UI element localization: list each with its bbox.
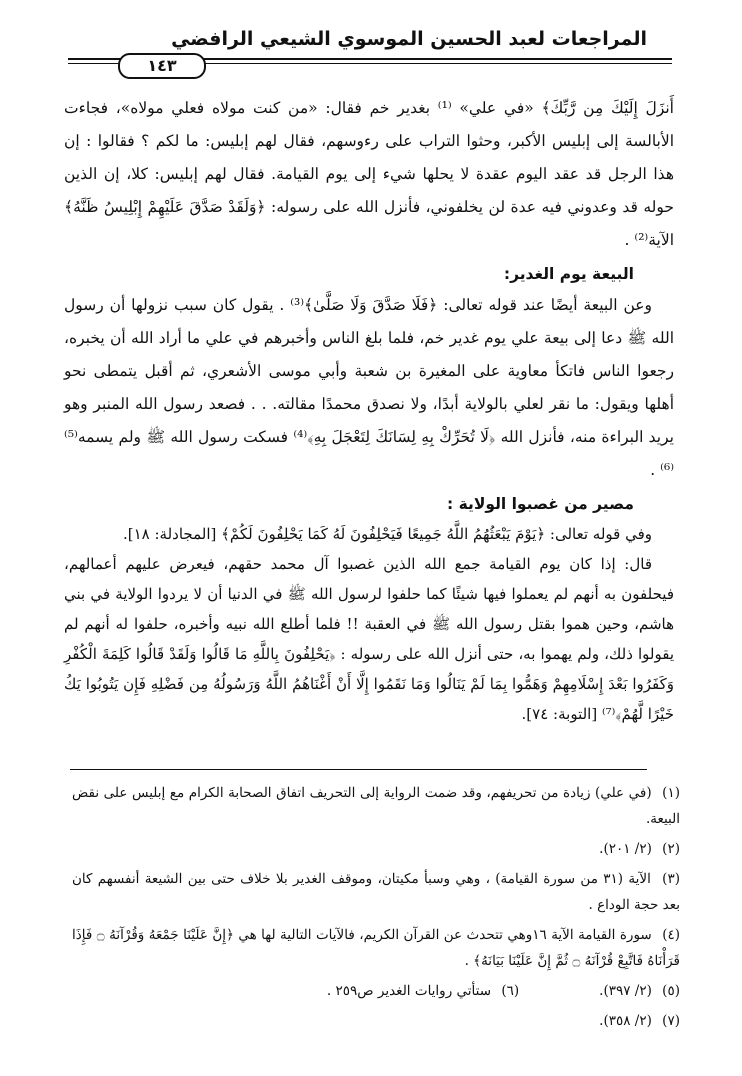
footnote-item bbox=[72, 922, 680, 974]
footnotes bbox=[72, 780, 680, 1038]
footnote-number: (٣) bbox=[662, 871, 680, 887]
paragraph-bayah: وعن البيعة أيضًا عند قوله تعالى: ﴿فَلَا صَدَّقَ وَلَا صَلَّىٰ﴾⁽³⁾ . يقول كان سبب نزولها أن رسول الله ﷺ دعا إلى بيعة علي يوم غدير خم، فلما بلغ الناس وأخبرهم في علي ما أراد الله أن يخبره، رجعوا الناس فاتكأ معاوية على المغيرة بن شعبة وأبي موسى الأشعري، ثم أقبل يتمطى نحو أهلها ويقول: ما نقر لعلي بالولاية أبدًا، ولا نصدق محمدًا مقالته. . . فصعد رسول الله المنبر وهو يريد البراءة منه، فأنزل الله ﴿لَا تُحَرِّكْ بِهِ لِسَانَكَ لِتَعْجَلَ بِهِ﴾⁽⁴⁾ فسكت رسول الله ﷺ ولم يسمه⁽⁵⁾⁽⁶⁾ . bbox=[64, 296, 674, 479]
section-heading-bayah: البيعة يوم الغدير: bbox=[503, 265, 634, 283]
footnote-text: (٢/ ٣٩٧). bbox=[599, 983, 652, 999]
footnote-text: الآية (٣١ من سورة القيامة) ، وهي وسبأ مكيتان، وموقف الغدير بلا خلاف حتى بين الشيعة أنفسهم كان بعد حجة الوداع . bbox=[72, 871, 680, 913]
footnote-item bbox=[72, 866, 680, 918]
footnote-number: (١) bbox=[662, 785, 680, 801]
footnote-item-pair bbox=[72, 978, 680, 1004]
footnote-text: سورة القيامة الآية ١٦وهي تتحدث عن القرآن الكريم، فالآيات التالية لها هي ﴿إِنَّ عَلَيْنَا جَمْعَهُ وَقُرْآنَهُ ۝ فَإِذَا قَرَأْنَاهُ فَاتَّبِعْ قُرْآنَهُ ۝ ثُمَّ إِنَّ عَلَيْنَا بَيَانَهُ﴾ . bbox=[72, 927, 680, 969]
footnote-number: (٤) bbox=[662, 927, 681, 943]
footnote-number: (٧) bbox=[662, 1013, 680, 1029]
page-number: ١٤٣ bbox=[118, 53, 206, 79]
footnote-item bbox=[72, 1008, 680, 1034]
footnote-separator bbox=[70, 769, 647, 770]
footnote-item bbox=[72, 836, 680, 862]
main-text bbox=[64, 92, 674, 729]
page-header bbox=[0, 0, 742, 75]
paragraph-opening: أَنزَلَ إِلَيْكَ مِن رَّبِّكَ﴾ «في علي» ⁽¹⁾ بغدير خم فقال: «من كنت مولاه فعلي مولاه»، فجاءت الأبالسة إلى إبليس الأكبر، وحثوا التراب على رءوسهم، فقال لهم إبليس: ما لكم ؟ فقالوا : إن هذا الرجل قد عقد اليوم عقدة لا يحلها شيء إلى يوم القيامة. فقال لهم إبليس: كلا، إن الذين حوله قد وعدوني فيه عدة لن يخلفوني، فأنزل الله على رسوله: ﴿وَلَقَدْ صَدَّقَ عَلَيْهِمْ إِبْلِيسُ ظَنَّهُ﴾ الآية⁽²⁾ . bbox=[64, 99, 674, 249]
footnote-text: ستأتي روايات الغدير ص٢٥٩ . bbox=[326, 983, 492, 999]
footnote-text: (في علي) زيادة من تحريفهم، وقد ضمت الرواية إلى التحريف اتفاق الصحابة الكرام مع إبليس على نقض البيعة. bbox=[72, 785, 680, 827]
footnote-text: (٢/ ٢٠١). bbox=[599, 841, 652, 857]
paragraph-fate-commentary: قال: إذا كان يوم القيامة جمع الله الذين غصبوا آل محمد حقهم، فيعرض عليهم أعمالهم، فيحلفون به أنهم لم يعملوا فيها شيئًا كما حلفوا لرسول الله ﷺ في الدنيا أن لا يردوا الولاية في بني هاشم، وحين هموا بقتل رسول الله ﷺ في العقبة !! فلما أطلع الله نبيه وأخبره، حلفوا له أنهم لم يقولوا ذلك، ولم يهموا به، حتى أنزل الله على رسوله : ﴿يَحْلِفُونَ بِاللَّهِ مَا قَالُوا وَلَقَدْ قَالُوا كَلِمَةَ الْكُفْرِ وَكَفَرُوا بَعْدَ إِسْلَامِهِمْ وَهَمُّوا بِمَا لَمْ يَنَالُوا وَمَا نَقَمُوا إِلَّا أَنْ أَغْنَاهُمُ اللَّهُ وَرَسُولُهُ مِن فَضْلِهِ فَإِن يَتُوبُوا يَكُ خَيْرًا لَّهُمْ﴾⁽⁷⁾ [التوبة: ٧٤]. bbox=[64, 555, 674, 723]
footnote-number: (٦) bbox=[501, 983, 520, 999]
footnote-text: (٢/ ٣٥٨). bbox=[599, 1013, 652, 1029]
footnote-item bbox=[72, 780, 680, 832]
footnote-number: (٥) bbox=[662, 983, 680, 999]
footnote-item bbox=[327, 978, 519, 1004]
footnote-item bbox=[599, 978, 680, 1004]
paragraph-fate-verse: وفي قوله تعالى: ﴿يَوْمَ يَبْعَثُهُمُ اللَّهُ جَمِيعًا فَيَحْلِفُونَ لَهُ كَمَا يَحْلِفُونَ لَكُمْ﴾ [المجادلة: ١٨]. bbox=[122, 525, 652, 543]
footnote-number: (٢) bbox=[662, 841, 680, 857]
running-title: المراجعات لعبد الحسين الموسوي الشيعي الرافضي bbox=[171, 28, 647, 50]
section-heading-fate: مصير من غصبوا الولاية : bbox=[447, 495, 634, 513]
